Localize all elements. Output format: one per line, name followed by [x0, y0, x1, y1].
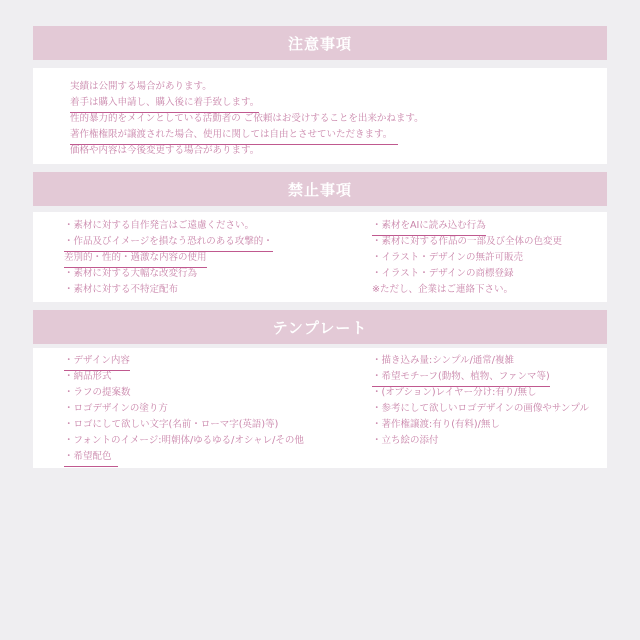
list-item: ・素材に対する不特定配布: [64, 284, 179, 295]
section-header-notes: [33, 26, 607, 60]
list-item: ・希望配色: [64, 449, 304, 465]
list-item: ・参考にして欲しいロゴデザインの画像やサンプル: [372, 403, 589, 414]
prohibited-list-left: [64, 218, 273, 298]
prohibited-list-right: [372, 218, 562, 298]
section-header-prohibited: [33, 172, 607, 206]
list-item: 着手は購入申請し、購入後に着手致します。: [70, 95, 424, 111]
list-item: ※ただし、企業はご連絡下さい。: [372, 284, 513, 295]
notes-list: [70, 79, 424, 159]
template-list-left: [64, 353, 304, 465]
list-item: ・素材に対する大幅な改変行為: [64, 268, 198, 279]
list-item: ・イラスト・デザインの商標登録: [372, 268, 514, 279]
section-title: 注意事項: [287, 34, 352, 53]
section-title: テンプレート: [272, 318, 368, 337]
list-item: 差別的・性的・過激な内容の使用: [64, 250, 273, 266]
list-item: ・描き込み量:シンプル/通常/複雑: [372, 355, 514, 366]
section-header-template: [33, 310, 607, 344]
notes-panel: [33, 68, 607, 164]
list-item: 価格や内容は今後変更する場合があります。: [70, 145, 260, 156]
list-item: ・希望モチーフ(動物、植物、ファンマ等): [372, 369, 589, 385]
list-item: ・(オプション)レイヤー分け:有り/無し: [372, 387, 537, 398]
list-item: ・ラフの提案数: [64, 387, 131, 398]
list-item: ・素材に対する作品の一部及び全体の色変更: [372, 236, 563, 247]
list-item: ・素材に対する自作発言はご遠慮ください。: [64, 220, 255, 231]
list-item: ・作品及びイメージを損なう恐れのある攻撃的・: [64, 234, 273, 250]
list-item: ・デザイン内容: [64, 353, 304, 369]
list-item: ・ロゴにして欲しい文字(名前・ローマ字(英語)等): [64, 419, 279, 430]
list-item: ・素材をAIに読み込む行為: [372, 218, 562, 234]
list-item: 実績は公開する場合があります。: [70, 81, 212, 92]
prohibited-panel: [33, 212, 607, 302]
list-item: 性的暴力的をメインとしている活動者の ご依頼はお受けすることを出来かねます。: [70, 113, 424, 124]
template-panel: [33, 348, 607, 468]
list-item: ・ロゴデザインの塗り方: [64, 403, 168, 414]
list-item: ・フォントのイメージ:明朝体/ゆるゆる/オシャレ/その他: [64, 435, 304, 446]
list-item: ・立ち絵の添付: [372, 435, 439, 446]
list-item: ・納品形式: [64, 371, 112, 382]
list-item: 著作権権限が譲渡された場合、使用に関しては自由とさせていただきます。: [70, 127, 424, 143]
list-item: ・著作権譲渡:有り(有料)/無し: [372, 419, 500, 430]
template-list-right: [372, 353, 589, 449]
list-item: ・イラスト・デザインの無許可販売: [372, 252, 524, 263]
section-title: 禁止事項: [287, 180, 352, 199]
